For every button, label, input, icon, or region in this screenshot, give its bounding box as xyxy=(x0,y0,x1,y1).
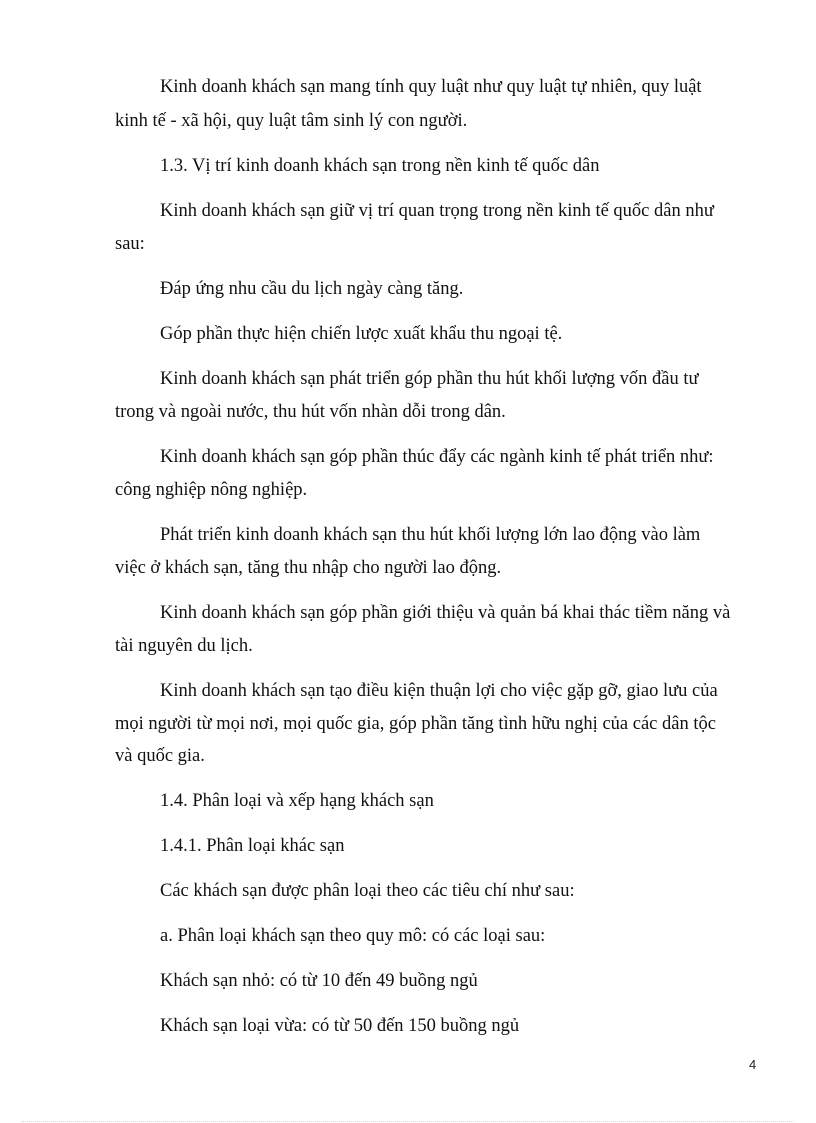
paragraph-line: Kinh doanh khách sạn tạo điều kiện thuận lợi cho việc gặp gỡ, giao lưu của xyxy=(160,681,718,701)
subsection-heading: 1.4.1. Phân loại khác sạn xyxy=(160,836,345,856)
section-heading: 1.3. Vị trí kinh doanh khách sạn trong nền kinh tế quốc dân xyxy=(160,156,600,176)
paragraph-line: Khách sạn nhỏ: có từ 10 đến 49 buồng ngủ xyxy=(160,971,478,991)
page-number: 4 xyxy=(749,1057,757,1072)
paragraph-line: Kinh doanh khách sạn góp phần giới thiệu và quản bá khai thác tiềm năng và xyxy=(160,603,731,623)
paragraph-line: tài nguyên du lịch. xyxy=(115,636,253,656)
paragraph-line: và quốc gia. xyxy=(115,746,205,766)
paragraph-line: Phát triển kinh doanh khách sạn thu hút khối lượng lớn lao động vào làm xyxy=(160,525,701,545)
footer-divider xyxy=(22,1121,794,1122)
paragraph-line: Khách sạn loại vừa: có từ 50 đến 150 buồng ngủ xyxy=(160,1016,520,1036)
paragraph-line: mọi người từ mọi nơi, mọi quốc gia, góp phần tăng tình hữu nghị của các dân tộc xyxy=(115,714,716,734)
paragraph-line: Đáp ứng nhu cầu du lịch ngày càng tăng. xyxy=(160,279,464,299)
section-heading: 1.4. Phân loại và xếp hạng khách sạn xyxy=(160,791,434,811)
paragraph-line: sau: xyxy=(115,234,145,254)
paragraph-line: Kinh doanh khách sạn góp phần thúc đẩy các ngành kinh tế phát triển như: xyxy=(160,447,714,467)
paragraph-line: trong và ngoài nước, thu hút vốn nhàn dỗi trong dân. xyxy=(115,402,506,422)
paragraph-line: a. Phân loại khách sạn theo quy mô: có các loại sau: xyxy=(160,926,546,946)
paragraph-line: Kinh doanh khách sạn phát triển góp phần thu hút khối lượng vốn đầu tư xyxy=(160,369,699,389)
paragraph-line: kinh tế - xã hội, quy luật tâm sinh lý con người. xyxy=(115,111,468,131)
paragraph-line: Góp phần thực hiện chiến lược xuất khẩu thu ngoại tệ. xyxy=(160,324,563,344)
paragraph-line: Kinh doanh khách sạn mang tính quy luật như quy luật tự nhiên, quy luật xyxy=(160,77,702,97)
paragraph-line: công nghiệp nông nghiệp. xyxy=(115,480,308,500)
paragraph-line: Các khách sạn được phân loại theo các tiêu chí như sau: xyxy=(160,881,575,901)
paragraph-line: việc ở khách sạn, tăng thu nhập cho người lao động. xyxy=(115,558,502,578)
paragraph-line: Kinh doanh khách sạn giữ vị trí quan trọng trong nền kinh tế quốc dân như xyxy=(160,201,714,221)
